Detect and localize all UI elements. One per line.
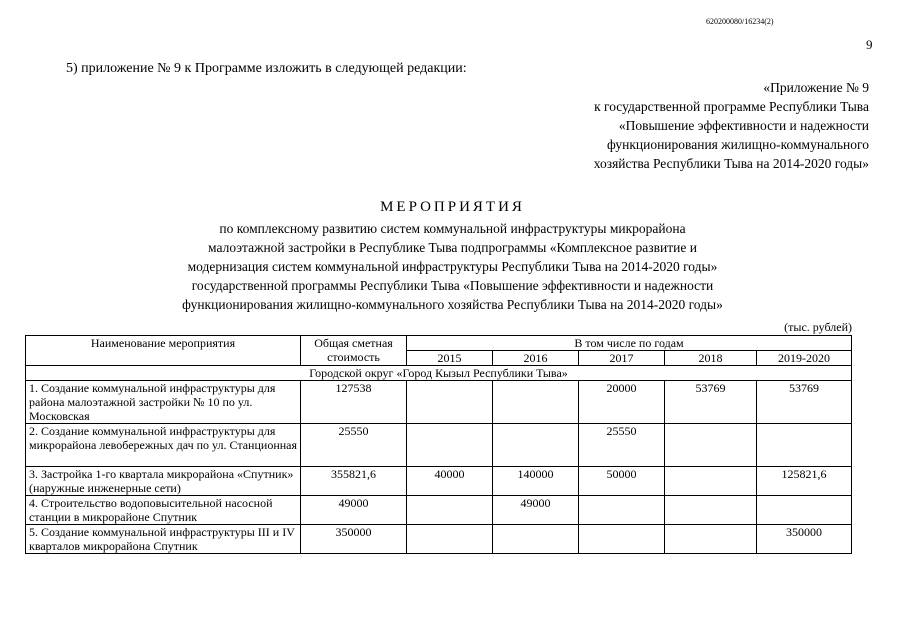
cell-2018 bbox=[665, 467, 757, 496]
cell-2015 bbox=[407, 496, 493, 525]
cell-name: 5. Создание коммунальной инфраструктуры III и IV кварталов микрорайона Спутник bbox=[26, 525, 301, 554]
cell-2016 bbox=[493, 424, 579, 467]
cell-total: 350000 bbox=[301, 525, 407, 554]
cell-2016 bbox=[493, 381, 579, 424]
cell-2015 bbox=[407, 381, 493, 424]
cell-name: 4. Строительство водоповысительной насосной станции в микрорайоне Спутник bbox=[26, 496, 301, 525]
subtitle-line: модернизация систем коммунальной инфраструктуры Республики Тыва на 2014-2020 годы» bbox=[187, 259, 718, 274]
cell-2017 bbox=[579, 525, 665, 554]
section-row: Городской округ «Город Кызыл Республики Тыва» bbox=[26, 366, 852, 381]
subtitle-line: по комплексному развитию систем коммунальной инфраструктуры микрорайона bbox=[219, 221, 686, 236]
header-year: 2018 bbox=[665, 351, 757, 366]
header-year: 2017 bbox=[579, 351, 665, 366]
cell-2019-2020 bbox=[757, 496, 852, 525]
cell-2018 bbox=[665, 424, 757, 467]
cell-2019-2020: 125821,6 bbox=[757, 467, 852, 496]
cell-2017: 20000 bbox=[579, 381, 665, 424]
header-total: Общая сметная стоимость bbox=[301, 336, 407, 366]
cell-name: 3. Застройка 1-го квартала микрорайона «Спутник» (наружные инженерные сети) bbox=[26, 467, 301, 496]
document-code: 620200080/16234(2) bbox=[706, 17, 774, 26]
header-year: 2016 bbox=[493, 351, 579, 366]
measures-table bbox=[25, 335, 852, 554]
table-row bbox=[26, 467, 852, 496]
appendix-line: функционирования жилищно-коммунального bbox=[606, 137, 869, 152]
appendix-note bbox=[594, 78, 869, 173]
cell-2016 bbox=[493, 525, 579, 554]
cell-2017 bbox=[579, 496, 665, 525]
header-year: 2015 bbox=[407, 351, 493, 366]
cell-name: 2. Создание коммунальной инфраструктуры для микрорайона левобережных дач по ул. Станционная bbox=[26, 424, 301, 467]
table-row bbox=[26, 525, 852, 554]
cell-2015: 40000 bbox=[407, 467, 493, 496]
cell-name: 1. Создание коммунальной инфраструктуры для района малоэтажной застройки № 10 по ул. Московская bbox=[26, 381, 301, 424]
table-row bbox=[26, 496, 852, 525]
document-title: МЕРОПРИЯТИЯ bbox=[380, 199, 525, 215]
cell-total: 49000 bbox=[301, 496, 407, 525]
cell-2019-2020 bbox=[757, 424, 852, 467]
units-label: (тыс. рублей) bbox=[784, 320, 852, 334]
header-year: 2019-2020 bbox=[757, 351, 852, 366]
header-years: В том числе по годам bbox=[407, 336, 852, 351]
cell-total: 355821,6 bbox=[301, 467, 407, 496]
appendix-line: «Приложение № 9 bbox=[763, 80, 869, 95]
cell-2017: 50000 bbox=[579, 467, 665, 496]
cell-2019-2020: 350000 bbox=[757, 525, 852, 554]
cell-2018: 53769 bbox=[665, 381, 757, 424]
cell-2015 bbox=[407, 525, 493, 554]
header-name: Наименование мероприятия bbox=[26, 336, 301, 366]
cell-2018 bbox=[665, 525, 757, 554]
appendix-line: «Повышение эффективности и надежности bbox=[618, 118, 869, 133]
subtitle-line: функционирования жилищно-коммунального хозяйства Республики Тыва на 2014-2020 годы» bbox=[182, 297, 723, 312]
cell-2018 bbox=[665, 496, 757, 525]
cell-total: 127538 bbox=[301, 381, 407, 424]
amendment-instruction: 5) приложение № 9 к Программе изложить в следующей редакции: bbox=[66, 61, 467, 76]
document-subtitle bbox=[0, 219, 905, 314]
appendix-line: хозяйства Республики Тыва на 2014-2020 годы» bbox=[593, 156, 869, 171]
subtitle-line: государственной программы Республики Тыва «Повышение эффективности и надежности bbox=[191, 278, 714, 293]
cell-2016: 49000 bbox=[493, 496, 579, 525]
cell-2016: 140000 bbox=[493, 467, 579, 496]
cell-2017: 25550 bbox=[579, 424, 665, 467]
table-row bbox=[26, 381, 852, 424]
cell-total: 25550 bbox=[301, 424, 407, 467]
cell-2019-2020: 53769 bbox=[757, 381, 852, 424]
subtitle-line: малоэтажной застройки в Республике Тыва подпрограммы «Комплексное развитие и bbox=[208, 240, 697, 255]
cell-2015 bbox=[407, 424, 493, 467]
table-row bbox=[26, 424, 852, 467]
page-number: 9 bbox=[866, 37, 873, 52]
appendix-line: к государственной программе Республики Тыва bbox=[594, 99, 869, 114]
